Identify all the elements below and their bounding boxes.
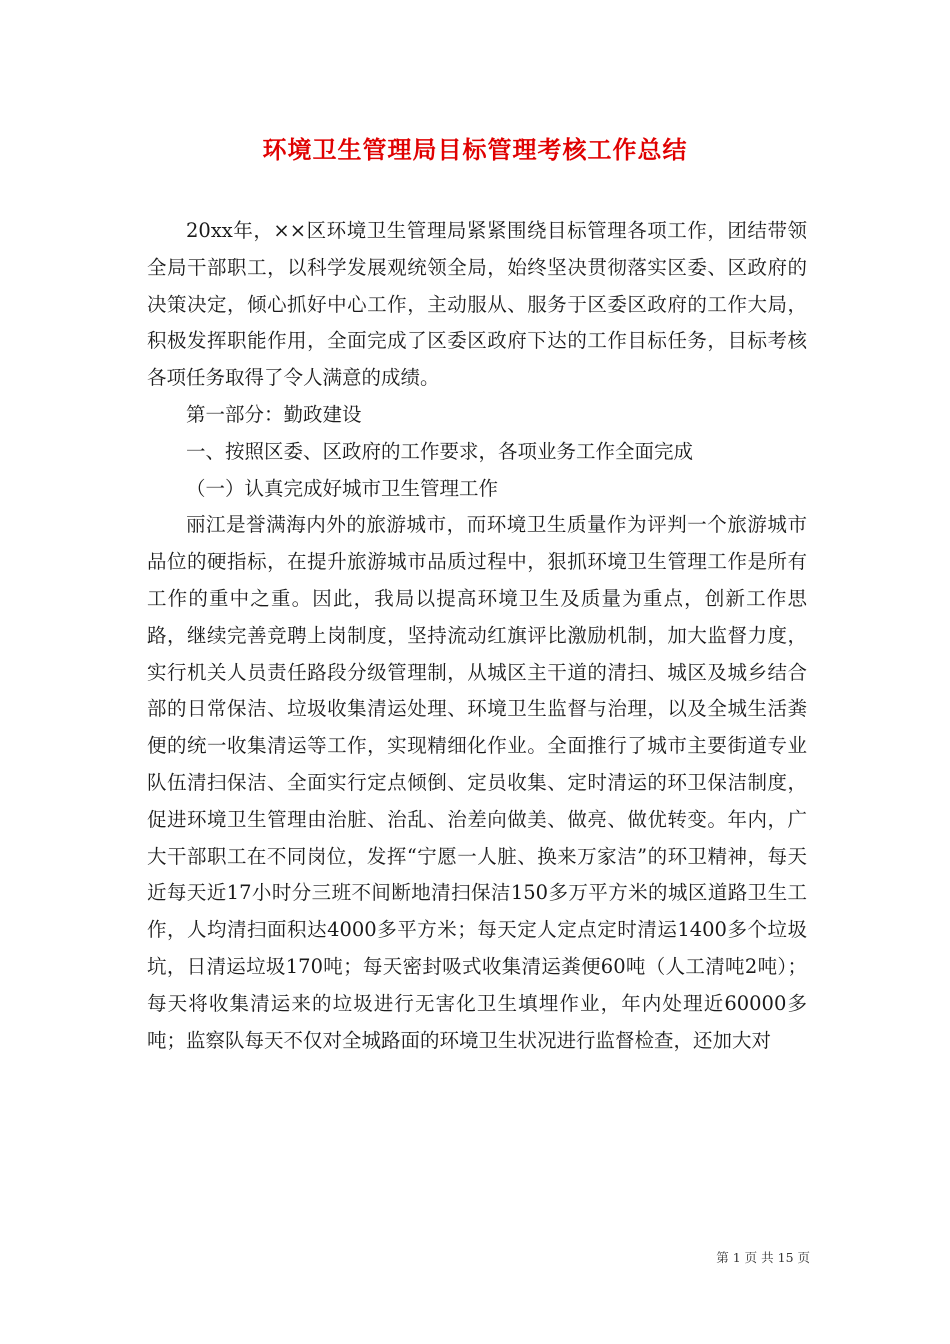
- paragraph-intro: 20xx年，××区环境卫生管理局紧紧围绕目标管理各项工作，团结带领全局干部职工，以科学发展观统领全局，始终坚决贯彻落实区委、区政府的决策决定，倾心抓好中心工作，主动服从、服务于区委区政府的工作大局，积极发挥职能作用，全面完成了区委区政府下达的工作目标任务，目标考核各项任务取得了令人满意的成绩。: [147, 219, 807, 390]
- subsection-heading-one: 一、按照区委、区政府的工作要求，各项业务工作全面完成: [186, 439, 694, 463]
- page-number: 第 1 页 共 15 页: [716, 1250, 810, 1265]
- document-body: [147, 213, 807, 1059]
- subsection-heading-one-a: （一）认真完成好城市卫生管理工作: [186, 476, 499, 500]
- paragraph-city-sanitation: 丽江是誉满海内外的旅游城市，而环境卫生质量作为评判一个旅游城市品位的硬指标，在提升旅游城市品质过程中，狠抓环境卫生管理工作是所有工作的重中之重。因此，我局以提高环境卫生及质量为重点，创新工作思路，继续完善竞聘上岗制度，坚持流动红旗评比激励机制，加大监督力度，实行机关人员责任路段分级管理制，从城区主干道的清扫、城区及城乡结合部的日常保洁、垃圾收集清运处理、环境卫生监督与治理，以及全城生活粪便的统一收集清运等工作，实现精细化作业。全面推行了城市主要街道专业队伍清扫保洁、全面实行定点倾倒、定员收集、定时清运的环卫保洁制度，促进环境卫生管理由治脏、治乱、治差向做美、做亮、做优转变。年内，广大干部职工在不同岗位，发挥“宁愿一人脏、换来万家洁”的环卫精神，每天近每天近17小时分三班不间断地清扫保洁150多万平方米的城区道路卫生工作，人均清扫面积达4000多平方米；每天定人定点定时清运1400多个垃圾坑，日清运垃圾170吨；每天密封吸式收集清运粪便60吨（人工清吨2吨）；每天将收集清运来的垃圾进行无害化卫生填埋作业，年内处理近60000多吨；监察队每天不仅对全城路面的环境卫生状况进行监督检查，还加大对: [147, 513, 807, 1052]
- section-heading-part-one: 第一部分：勤政建设: [186, 402, 362, 426]
- document-title: 环境卫生管理局目标管理考核工作总结: [262, 135, 688, 164]
